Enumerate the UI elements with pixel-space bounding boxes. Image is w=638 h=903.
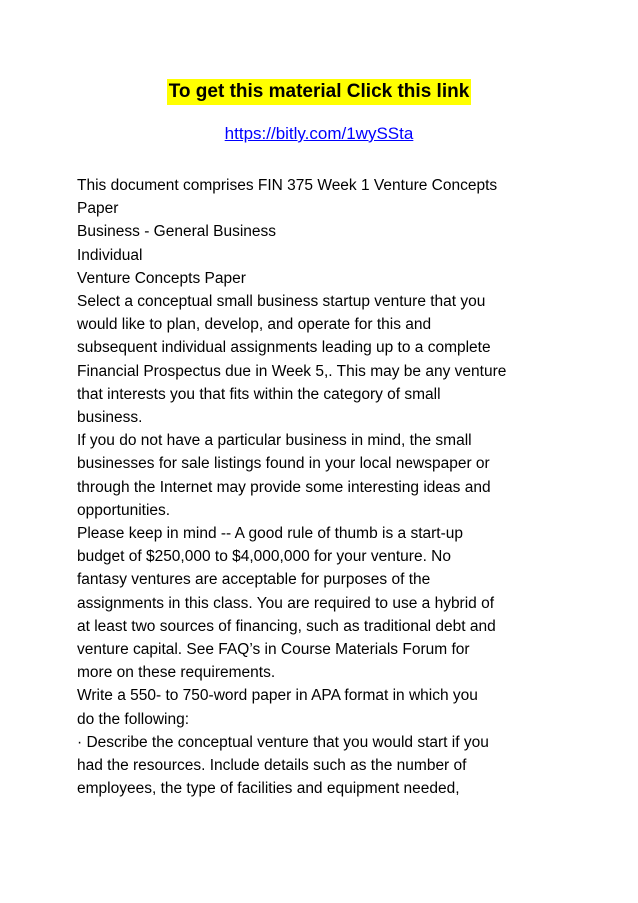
- body-line: more on these requirements.: [77, 664, 276, 682]
- body-line: do the following:: [77, 710, 190, 728]
- body-line: Venture Concepts Paper: [77, 269, 246, 287]
- body-line: Individual: [77, 246, 143, 264]
- body-line: at least two sources of financing, such as traditional debt and: [77, 617, 496, 635]
- link-container: [0, 122, 638, 146]
- body-line: fantasy ventures are acceptable for purposes of the: [77, 571, 431, 589]
- body-line: Financial Prospectus due in Week 5,. This may be any venture: [77, 362, 507, 380]
- body-line: employees, the type of facilities and equipment needed,: [77, 780, 460, 798]
- body-line: that interests you that fits within the category of small: [77, 385, 441, 403]
- body-line: · Describe the conceptual venture that you would start if you: [77, 733, 489, 751]
- document-body: [77, 174, 567, 800]
- body-line: venture capital. See FAQ’s in Course Materials Forum for: [77, 641, 470, 659]
- body-line: budget of $250,000 to $4,000,000 for your venture. No: [77, 548, 451, 566]
- body-line: Paper: [77, 200, 119, 218]
- material-link[interactable]: https://bitly.com/1wySSta: [224, 124, 414, 143]
- body-line: assignments in this class. You are required to use a hybrid of: [77, 594, 495, 612]
- body-line: If you do not have a particular business in mind, the small: [77, 432, 472, 450]
- body-line: Select a conceptual small business startup venture that you: [77, 293, 486, 311]
- body-line: This document comprises FIN 375 Week 1 Venture Concepts: [77, 177, 498, 194]
- title-container: [0, 79, 638, 105]
- body-line: Business - General Business: [77, 223, 277, 241]
- body-line: business.: [77, 409, 143, 427]
- body-line: businesses for sale listings found in your local newspaper or: [77, 455, 490, 473]
- body-line: would like to plan, develop, and operate for this and: [77, 316, 432, 334]
- body-line: Write a 550- to 750-word paper in APA format in which you: [77, 687, 478, 705]
- body-line: Please keep in mind -- A good rule of thumb is a start-up: [77, 525, 463, 543]
- body-line: through the Internet may provide some interesting ideas and: [77, 478, 491, 496]
- page-title: To get this material Click this link: [167, 79, 472, 105]
- body-line: had the resources. Include details such as the number of: [77, 757, 467, 775]
- body-line: opportunities.: [77, 501, 171, 519]
- body-line: subsequent individual assignments leading up to a complete: [77, 339, 491, 357]
